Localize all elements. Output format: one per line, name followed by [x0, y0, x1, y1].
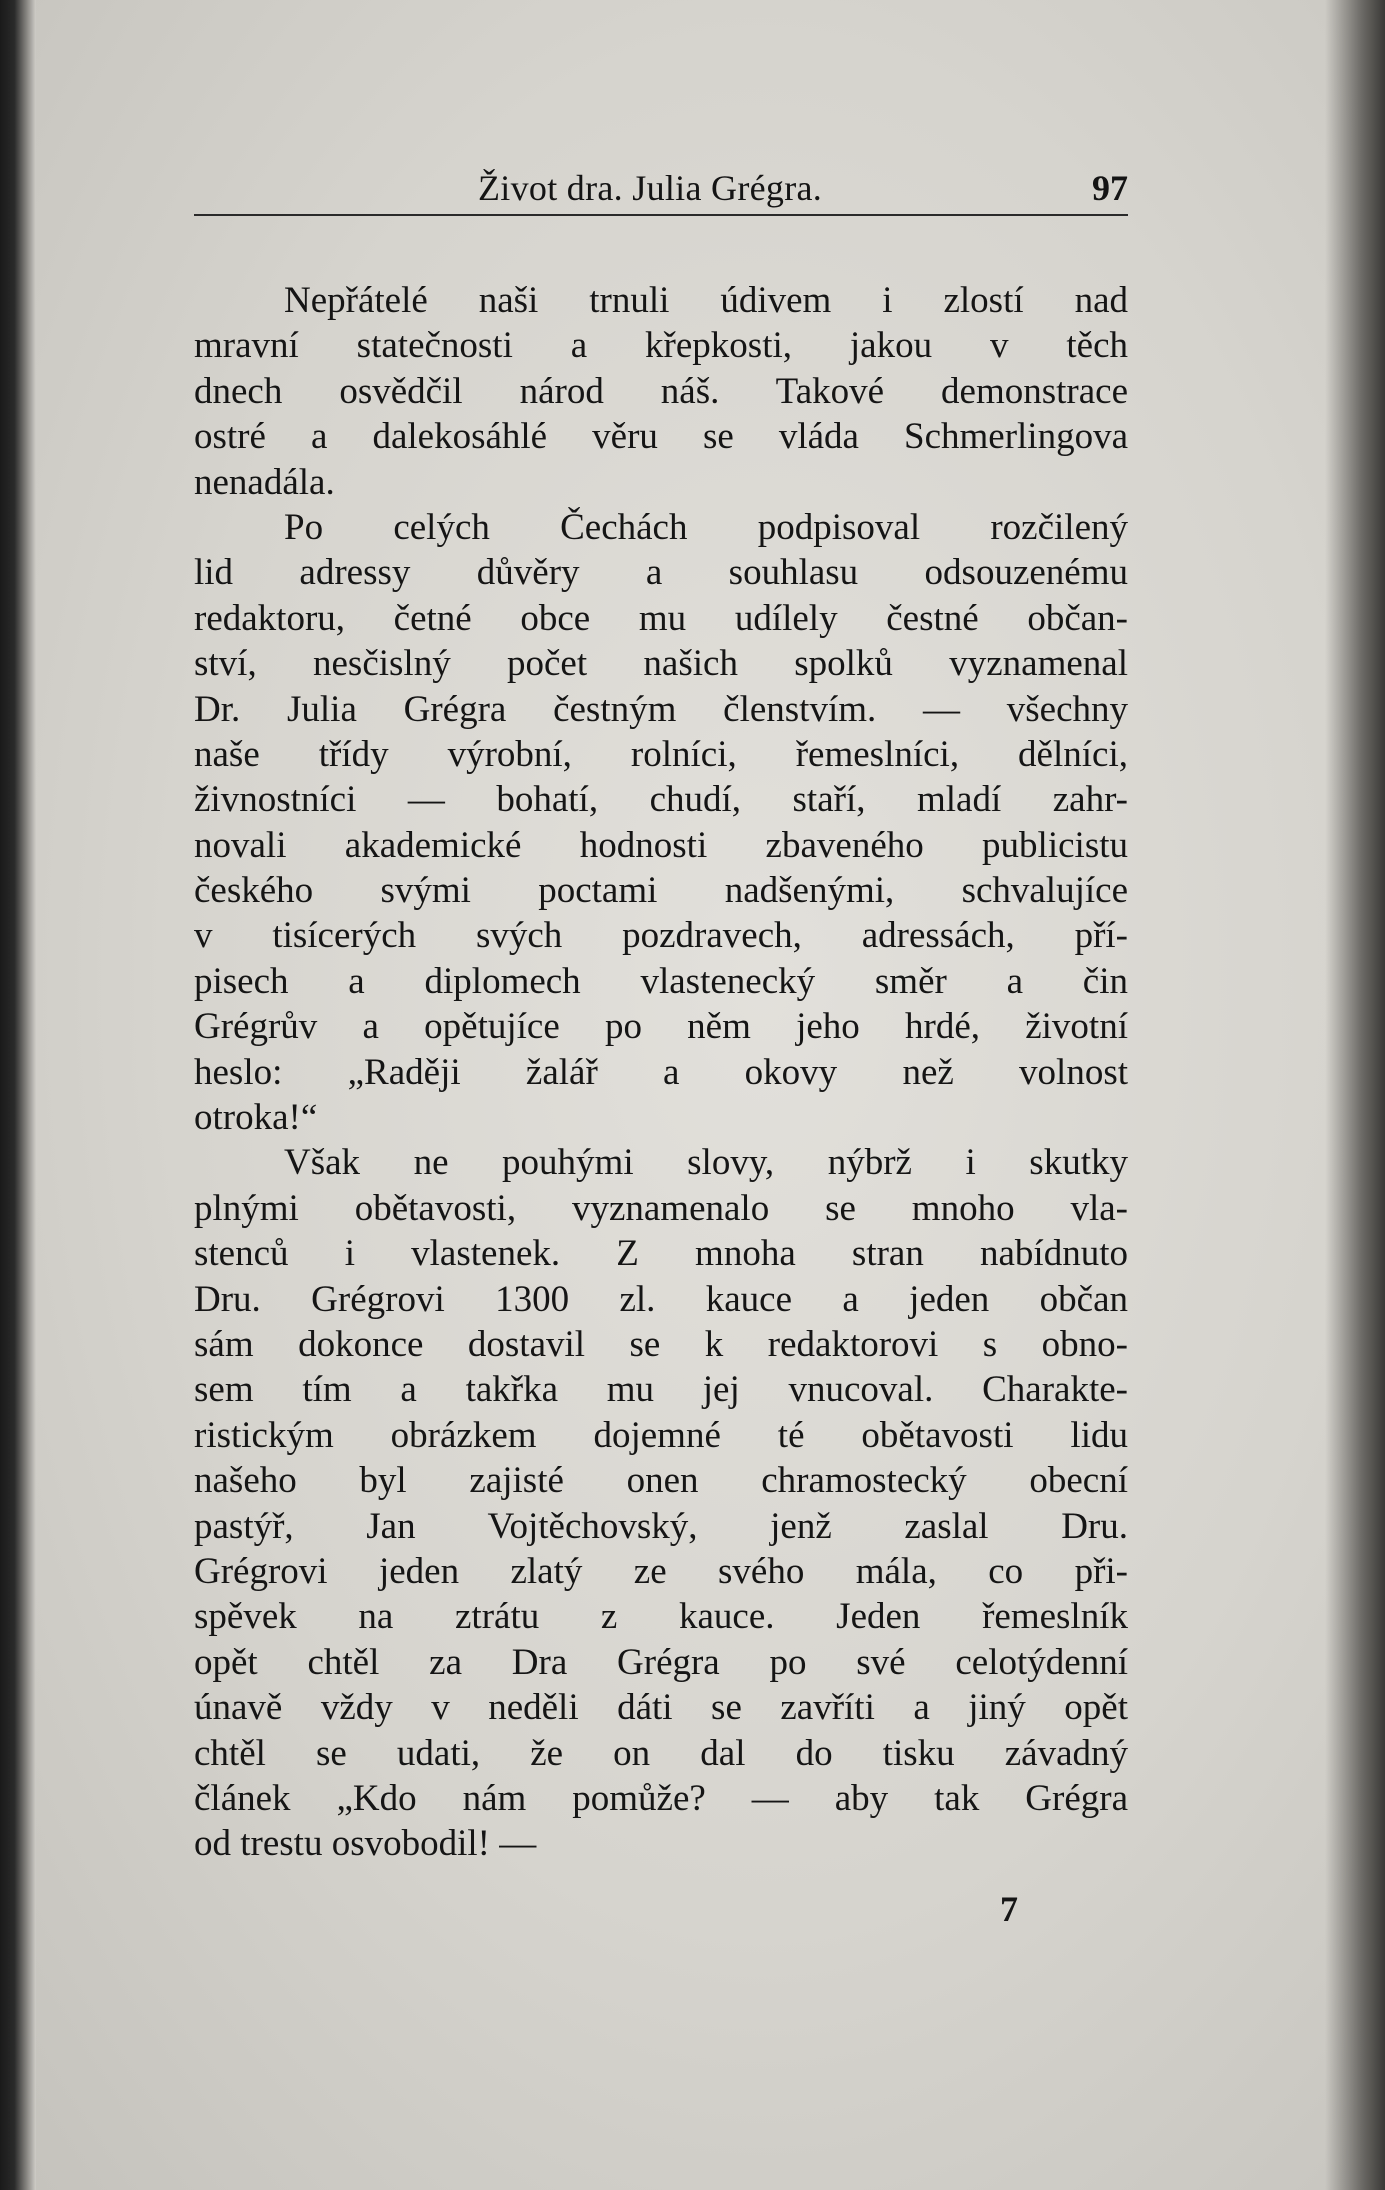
text-line: v tisícerých svých pozdravech, adressách, pří-	[194, 915, 1128, 957]
text-line: živnostníci — bohatí, chudí, staří, mladí zahr-	[194, 779, 1128, 821]
signature-mark: 7	[1000, 1889, 1018, 1929]
header-rule	[194, 214, 1128, 216]
text-line: Však ne pouhými slovy, nýbrž i skutky	[284, 1142, 1128, 1184]
text-line: opět chtěl za Dra Grégra po své celotýdenní	[194, 1641, 1128, 1683]
page-binding-shadow	[0, 0, 36, 2190]
text-line: Grégrovi jeden zlatý ze svého mála, co při-	[194, 1550, 1128, 1592]
text-line: spěvek na ztrátu z kauce. Jeden řemeslník	[194, 1596, 1128, 1638]
text-line: ství, nesčislný počet našich spolků vyznamenal	[194, 643, 1128, 685]
text-line: únavě vždy v neděli dáti se zavříti a jiný opět	[194, 1687, 1128, 1729]
running-head: Život dra. Julia Grégra.	[478, 168, 823, 208]
text-line: heslo: „Raději žalář a okovy než volnost	[194, 1051, 1128, 1093]
text-line: plnými obětavosti, vyznamenalo se mnoho vla-	[194, 1187, 1128, 1229]
text-line: Grégrův a opětujíce po něm jeho hrdé, životní	[194, 1006, 1128, 1048]
text-line: redaktoru, četné obce mu udílely čestné občan-	[194, 597, 1128, 639]
text-line: Po celých Čechách podpisoval rozčilený	[284, 506, 1128, 548]
text-line: sem tím a takřka mu jej vnucoval. Charakte-	[194, 1369, 1128, 1411]
text-line: Nepřátelé naši trnuli údivem i zlostí nad	[284, 280, 1128, 321]
text-line: mravní statečnosti a křepkosti, jakou v těch	[194, 325, 1128, 367]
text-line: otroka!“	[194, 1097, 318, 1139]
text-line: nenadála.	[194, 461, 335, 503]
body-text	[194, 278, 1128, 1867]
text-line: pisech a diplomech vlastenecký směr a čin	[194, 960, 1128, 1002]
text-line: novali akademické hodnosti zbaveného publicistu	[194, 824, 1128, 866]
text-line: ostré a dalekosáhlé věru se vláda Schmerlingova	[194, 416, 1128, 458]
text-line: českého svými poctami nadšenými, schvalujíce	[194, 870, 1128, 912]
text-line: lid adressy důvěry a souhlasu odsouzenému	[194, 552, 1128, 594]
page-edge-shadow	[1325, 0, 1385, 2190]
text-line: od trestu osvobodil! —	[194, 1823, 537, 1865]
text-line: pastýř, Jan Vojtěchovský, jenž zaslal Dru.	[194, 1505, 1128, 1547]
text-line: chtěl se udati, že on dal do tisku závadný	[194, 1732, 1128, 1774]
text-line: dnech osvědčil národ náš. Takové demonstrace	[194, 370, 1128, 412]
text-line: Dr. Julia Grégra čestným členstvím. — všechny	[194, 688, 1128, 730]
text-line: ristickým obrázkem dojemné té obětavosti lidu	[194, 1414, 1128, 1456]
text-line: Dru. Grégrovi 1300 zl. kauce a jeden občan	[194, 1278, 1128, 1320]
text-line: našeho byl zajisté onen chramostecký obecní	[194, 1460, 1128, 1502]
page-number: 97	[1092, 168, 1128, 208]
text-line: článek „Kdo nám pomůže? — aby tak Grégra	[194, 1777, 1128, 1819]
text-line: sám dokonce dostavil se k redaktorovi s obno-	[194, 1323, 1128, 1365]
page-header	[194, 165, 1128, 215]
text-line: naše třídy výrobní, rolníci, řemeslníci, dělníci,	[194, 733, 1128, 775]
text-line: stenců i vlastenek. Z mnoha stran nabídnuto	[194, 1233, 1128, 1275]
